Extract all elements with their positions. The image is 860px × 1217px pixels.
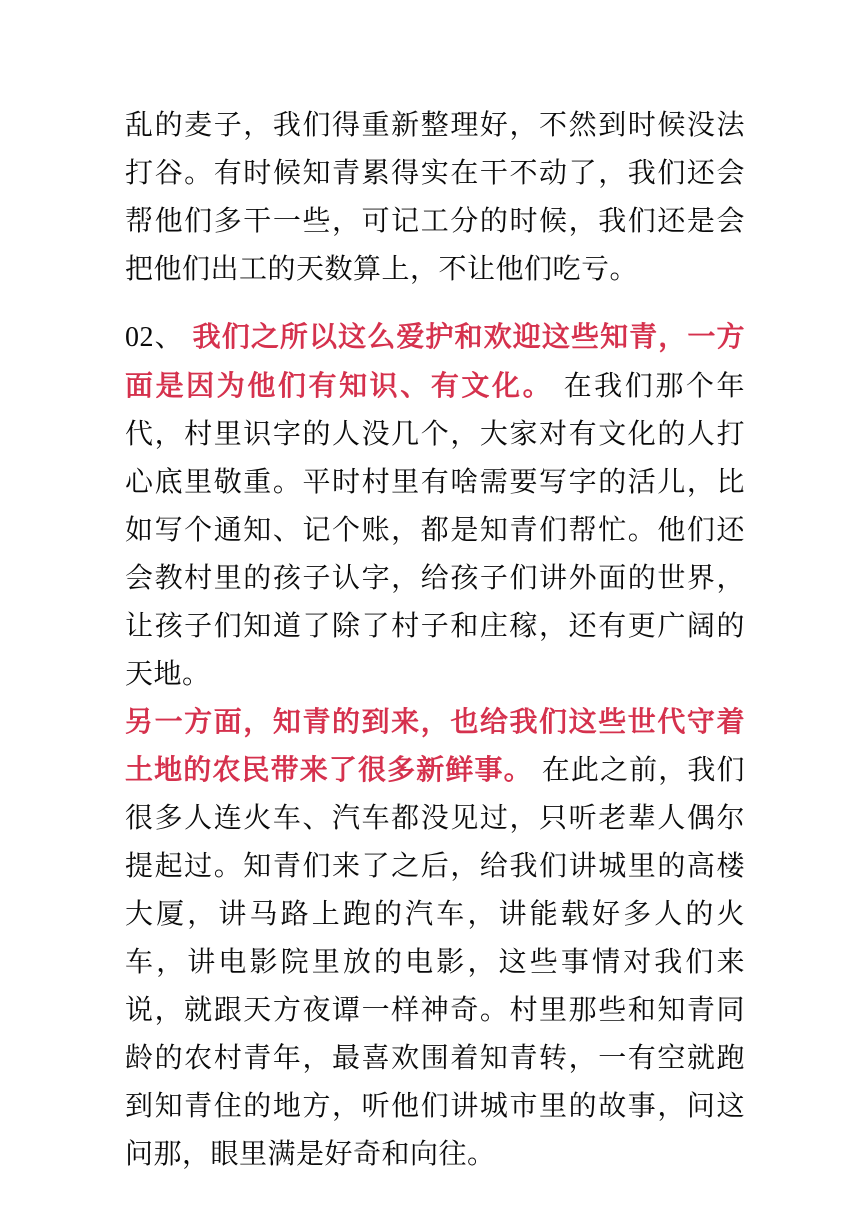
body-text-run: 乱的麦子，我们得重新整理好，不然到时候没法打谷。有时候知青累得实在干不动了，我们还会帮他们多干一些，可记工分的时候，我们还是会把他们出工的天数算上，不让他们吃亏。 bbox=[125, 109, 745, 284]
paragraph-section-02 bbox=[125, 313, 745, 698]
highlight-text-run: 另一方面，知青的到来，也给我们这些世代守着土地的农民带来了很多新鲜事。 bbox=[125, 706, 745, 785]
body-text-run: 在我们那个年代，村里识字的人没几个，大家对有文化的人打心底里敬重。平时村里有啥需要写字的活儿，比如写个通知、记个账，都是知青们帮忙。他们还会教村里的孩子认字，给孩子们讲外面的世界，让孩子们知道了除了村子和庄稼，还有更广阔的天地。 bbox=[125, 370, 745, 689]
paragraph-other-side bbox=[125, 698, 745, 1178]
article-body bbox=[125, 101, 745, 1178]
highlight-text-run: 我们之所以这么爱护和欢迎这些知青，一方面是因为他们有知识、有文化。 bbox=[125, 321, 745, 401]
body-text-run: 在此之前，我们很多人连火车、汽车都没见过，只听老辈人偶尔提起过。知青们来了之后，给我们讲城里的高楼大厦，讲马路上跑的汽车，讲能载好多人的火车，讲电影院里放的电影，这些事情对我们来说，就跟天方夜谭一样神奇。村里那些和知青同龄的农村青年，最喜欢围着知青转，一有空就跑到知青住的地方，听他们讲城市里的故事，问这问那，眼里满是好奇和向往。 bbox=[125, 754, 745, 1169]
section-number: 02、 bbox=[125, 322, 184, 353]
paragraph-work-help bbox=[125, 101, 745, 293]
